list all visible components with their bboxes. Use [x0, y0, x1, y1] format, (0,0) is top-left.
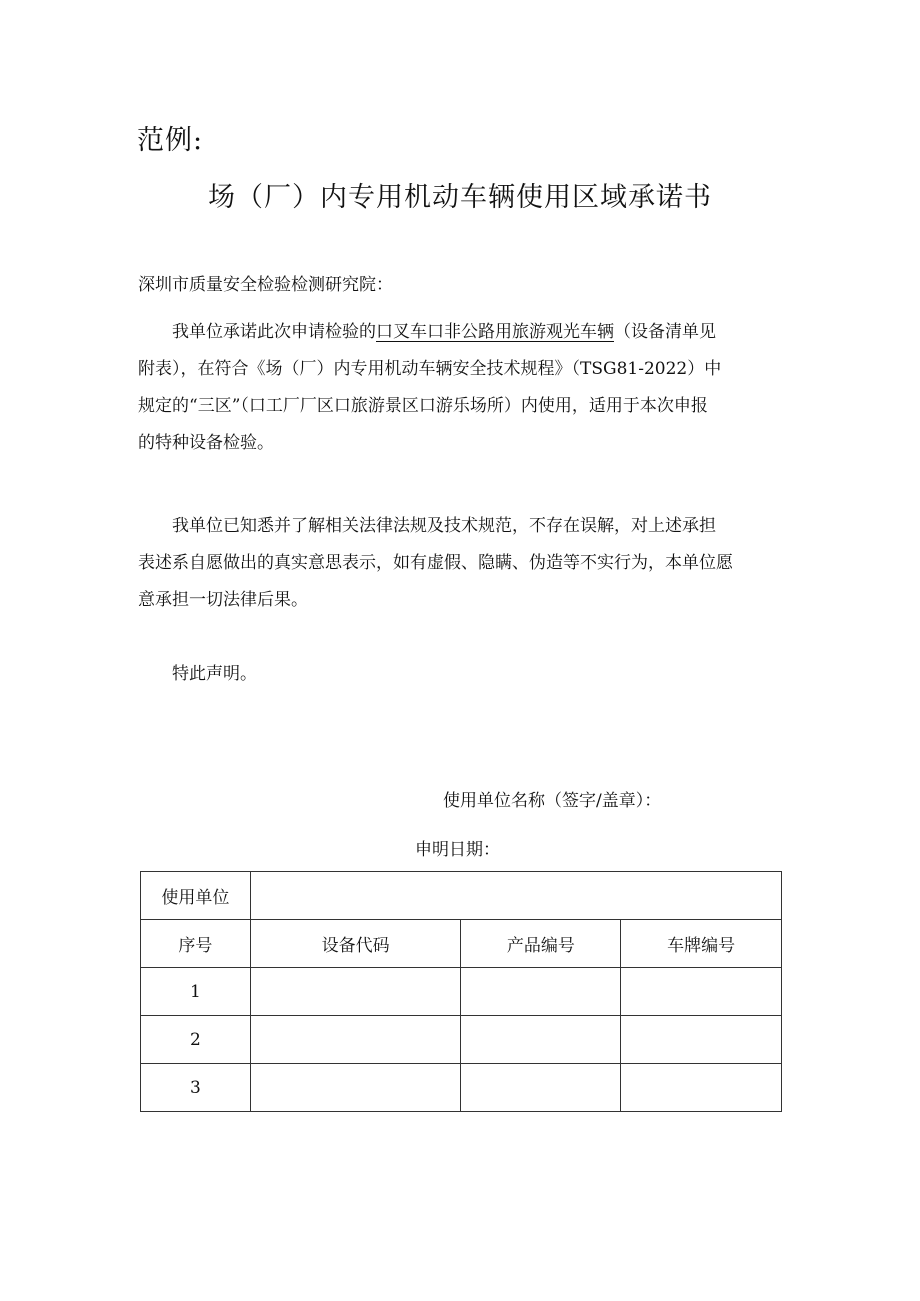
header-serial-no: 序号	[141, 920, 251, 968]
unit-name-signature-label: 使用单位名称（签字/盖章）：	[443, 791, 662, 811]
cell-product-no[interactable]	[461, 1064, 621, 1112]
unit-row	[141, 872, 782, 920]
declaration-date-label: 申明日期：	[415, 840, 500, 860]
paragraph-line: 我单位已知悉并了解相关法律法规及技术规范，不存在误解，对上述承担	[172, 516, 716, 536]
cell-device-code[interactable]	[250, 1064, 461, 1112]
closing-statement: 特此声明。	[172, 664, 257, 684]
header-device-code: 设备代码	[250, 920, 461, 968]
cell-serial-no: 2	[141, 1016, 251, 1064]
addressee: 深圳市质量安全检验检测研究院：	[138, 275, 393, 295]
paragraph-text: （设备清单见	[614, 322, 716, 342]
table-row	[141, 1064, 782, 1112]
cell-plate-no[interactable]	[621, 1016, 782, 1064]
example-label: 范例:	[137, 125, 204, 156]
paragraph-line: 意承担一切法律后果。	[138, 590, 308, 610]
commitment-paragraph	[138, 314, 783, 462]
cell-plate-no[interactable]	[621, 1064, 782, 1112]
cell-device-code[interactable]	[250, 1016, 461, 1064]
header-product-no: 产品编号	[461, 920, 621, 968]
paragraph-line: 表述系自愿做出的真实意思表示，如有虚假、隐瞒、伪造等不实行为，本单位愿	[138, 553, 733, 573]
paragraph-line: 的特种设备检验。	[138, 433, 274, 453]
table-row	[141, 968, 782, 1016]
cell-serial-no: 1	[141, 968, 251, 1016]
cell-serial-no: 3	[141, 1064, 251, 1112]
paragraph-prefix: 我单位承诺此次申请检验的	[172, 322, 376, 342]
header-plate-no: 车牌编号	[621, 920, 782, 968]
paragraph-line: 附表），在符合《场（厂）内专用机动车辆安全技术规程》（TSG81-2022）中	[138, 359, 722, 379]
closing-paragraph	[138, 656, 783, 693]
header-row	[141, 920, 782, 968]
cell-product-no[interactable]	[461, 968, 621, 1016]
table-row	[141, 1016, 782, 1064]
equipment-type-underlined: 口叉车口非公路用旅游观光车辆	[376, 322, 614, 342]
unit-value-cell[interactable]	[250, 872, 781, 920]
equipment-table	[140, 871, 782, 1112]
cell-device-code[interactable]	[250, 968, 461, 1016]
document-title: 场（厂）内专用机动车辆使用区域承诺书	[208, 182, 712, 213]
unit-label-cell: 使用单位	[141, 872, 251, 920]
paragraph-line	[138, 314, 783, 351]
liability-paragraph	[138, 508, 783, 619]
cell-plate-no[interactable]	[621, 968, 782, 1016]
paragraph-line: 规定的“三区”（口工厂厂区口旅游景区口游乐场所）内使用，适用于本次申报	[138, 396, 708, 416]
cell-product-no[interactable]	[461, 1016, 621, 1064]
